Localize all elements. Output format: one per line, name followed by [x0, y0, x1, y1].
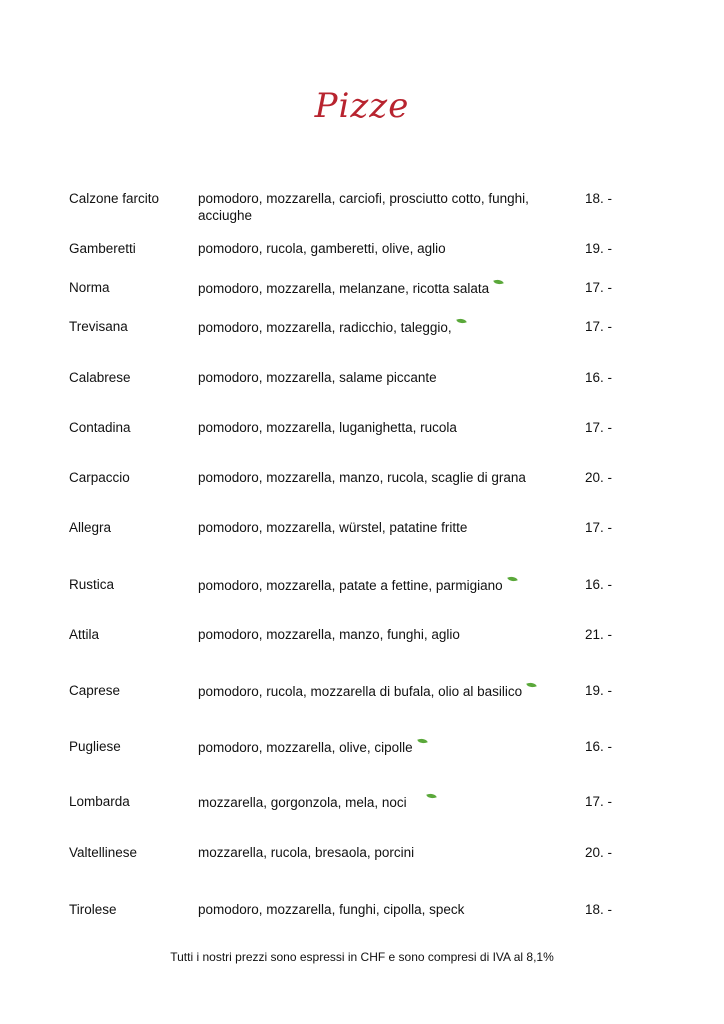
menu-item-price: 20. -: [585, 470, 613, 485]
menu-item-price: 16. -: [585, 739, 613, 754]
menu-item-price: 17. -: [585, 319, 613, 334]
menu-item-price: 18. -: [585, 902, 613, 917]
menu-item-name: Norma: [69, 280, 110, 295]
menu-item-ingredients: pomodoro, mozzarella, melanzane, ricotta salata: [198, 279, 558, 297]
menu-item-price: 20. -: [585, 845, 613, 860]
menu-item-ingredients: pomodoro, mozzarella, würstel, patatine fritte: [198, 520, 468, 535]
menu-item-name: Gamberetti: [69, 241, 136, 256]
menu-item-name: Carpaccio: [69, 470, 130, 485]
menu-item-name: Pugliese: [69, 739, 121, 754]
menu-item-ingredients: pomodoro, mozzarella, funghi, cipolla, speck: [198, 902, 465, 917]
menu-item-ingredients: pomodoro, mozzarella, salame piccante: [198, 370, 437, 385]
menu-item-name: Lombarda: [69, 794, 130, 809]
leaf-icon: [526, 681, 537, 690]
menu-item-price: 17. -: [585, 280, 613, 295]
page-title: Pizze: [314, 86, 410, 126]
menu-item-name: Rustica: [69, 577, 115, 592]
leaf-icon: [426, 792, 437, 801]
menu-item-price: 17. -: [585, 520, 613, 535]
menu-item-name: Tirolese: [69, 902, 117, 917]
menu-item-ingredients: pomodoro, mozzarella, manzo, funghi, aglio: [198, 627, 460, 642]
menu-item-ingredients: pomodoro, rucola, mozzarella di bufala, olio al basilico: [198, 682, 558, 700]
menu-item-name: Attila: [69, 627, 100, 642]
menu-item-ingredients: mozzarella, gorgonzola, mela, noci: [198, 793, 558, 811]
menu-item-name: Valtellinese: [69, 845, 138, 860]
menu-item-ingredients: pomodoro, mozzarella, patate a fettine, parmigiano: [198, 576, 558, 594]
menu-item-price: 18. -: [585, 191, 613, 206]
menu-item-name: Allegra: [69, 520, 112, 535]
menu-item-ingredients: pomodoro, mozzarella, radicchio, taleggio,: [198, 318, 558, 336]
menu-item-name: Caprese: [69, 683, 121, 698]
menu-item-ingredients: pomodoro, mozzarella, manzo, rucola, scaglie di grana: [198, 470, 526, 485]
menu-item-ingredients: pomodoro, mozzarella, carciofi, prosciutto cotto, funghi, acciughe: [198, 191, 529, 223]
menu-item-price: 19. -: [585, 683, 613, 698]
menu-item-ingredients: pomodoro, mozzarella, olive, cipolle: [198, 738, 558, 756]
leaf-icon: [417, 737, 428, 746]
leaf-icon: [456, 317, 467, 326]
menu-item-price: 19. -: [585, 241, 613, 256]
menu-item-name: Trevisana: [69, 319, 128, 334]
menu-item-ingredients: pomodoro, mozzarella, luganighetta, rucola: [198, 420, 457, 435]
menu-item-ingredients: mozzarella, rucola, bresaola, porcini: [198, 845, 415, 860]
menu-item-name: Calzone farcito: [69, 191, 160, 206]
price-note: Tutti i nostri prezzi sono espressi in CHF e sono compresi di IVA al 8,1%: [170, 950, 554, 964]
menu-item-name: Calabrese: [69, 370, 131, 385]
menu-item-name: Contadina: [69, 420, 131, 435]
menu-item-price: 21. -: [585, 627, 613, 642]
leaf-icon: [507, 575, 518, 584]
menu-item-price: 16. -: [585, 577, 613, 592]
leaf-icon: [493, 278, 504, 287]
menu-item-price: 17. -: [585, 420, 613, 435]
menu-item-ingredients: pomodoro, rucola, gamberetti, olive, aglio: [198, 241, 446, 256]
menu-item-price: 16. -: [585, 370, 613, 385]
menu-item-price: 17. -: [585, 794, 613, 809]
